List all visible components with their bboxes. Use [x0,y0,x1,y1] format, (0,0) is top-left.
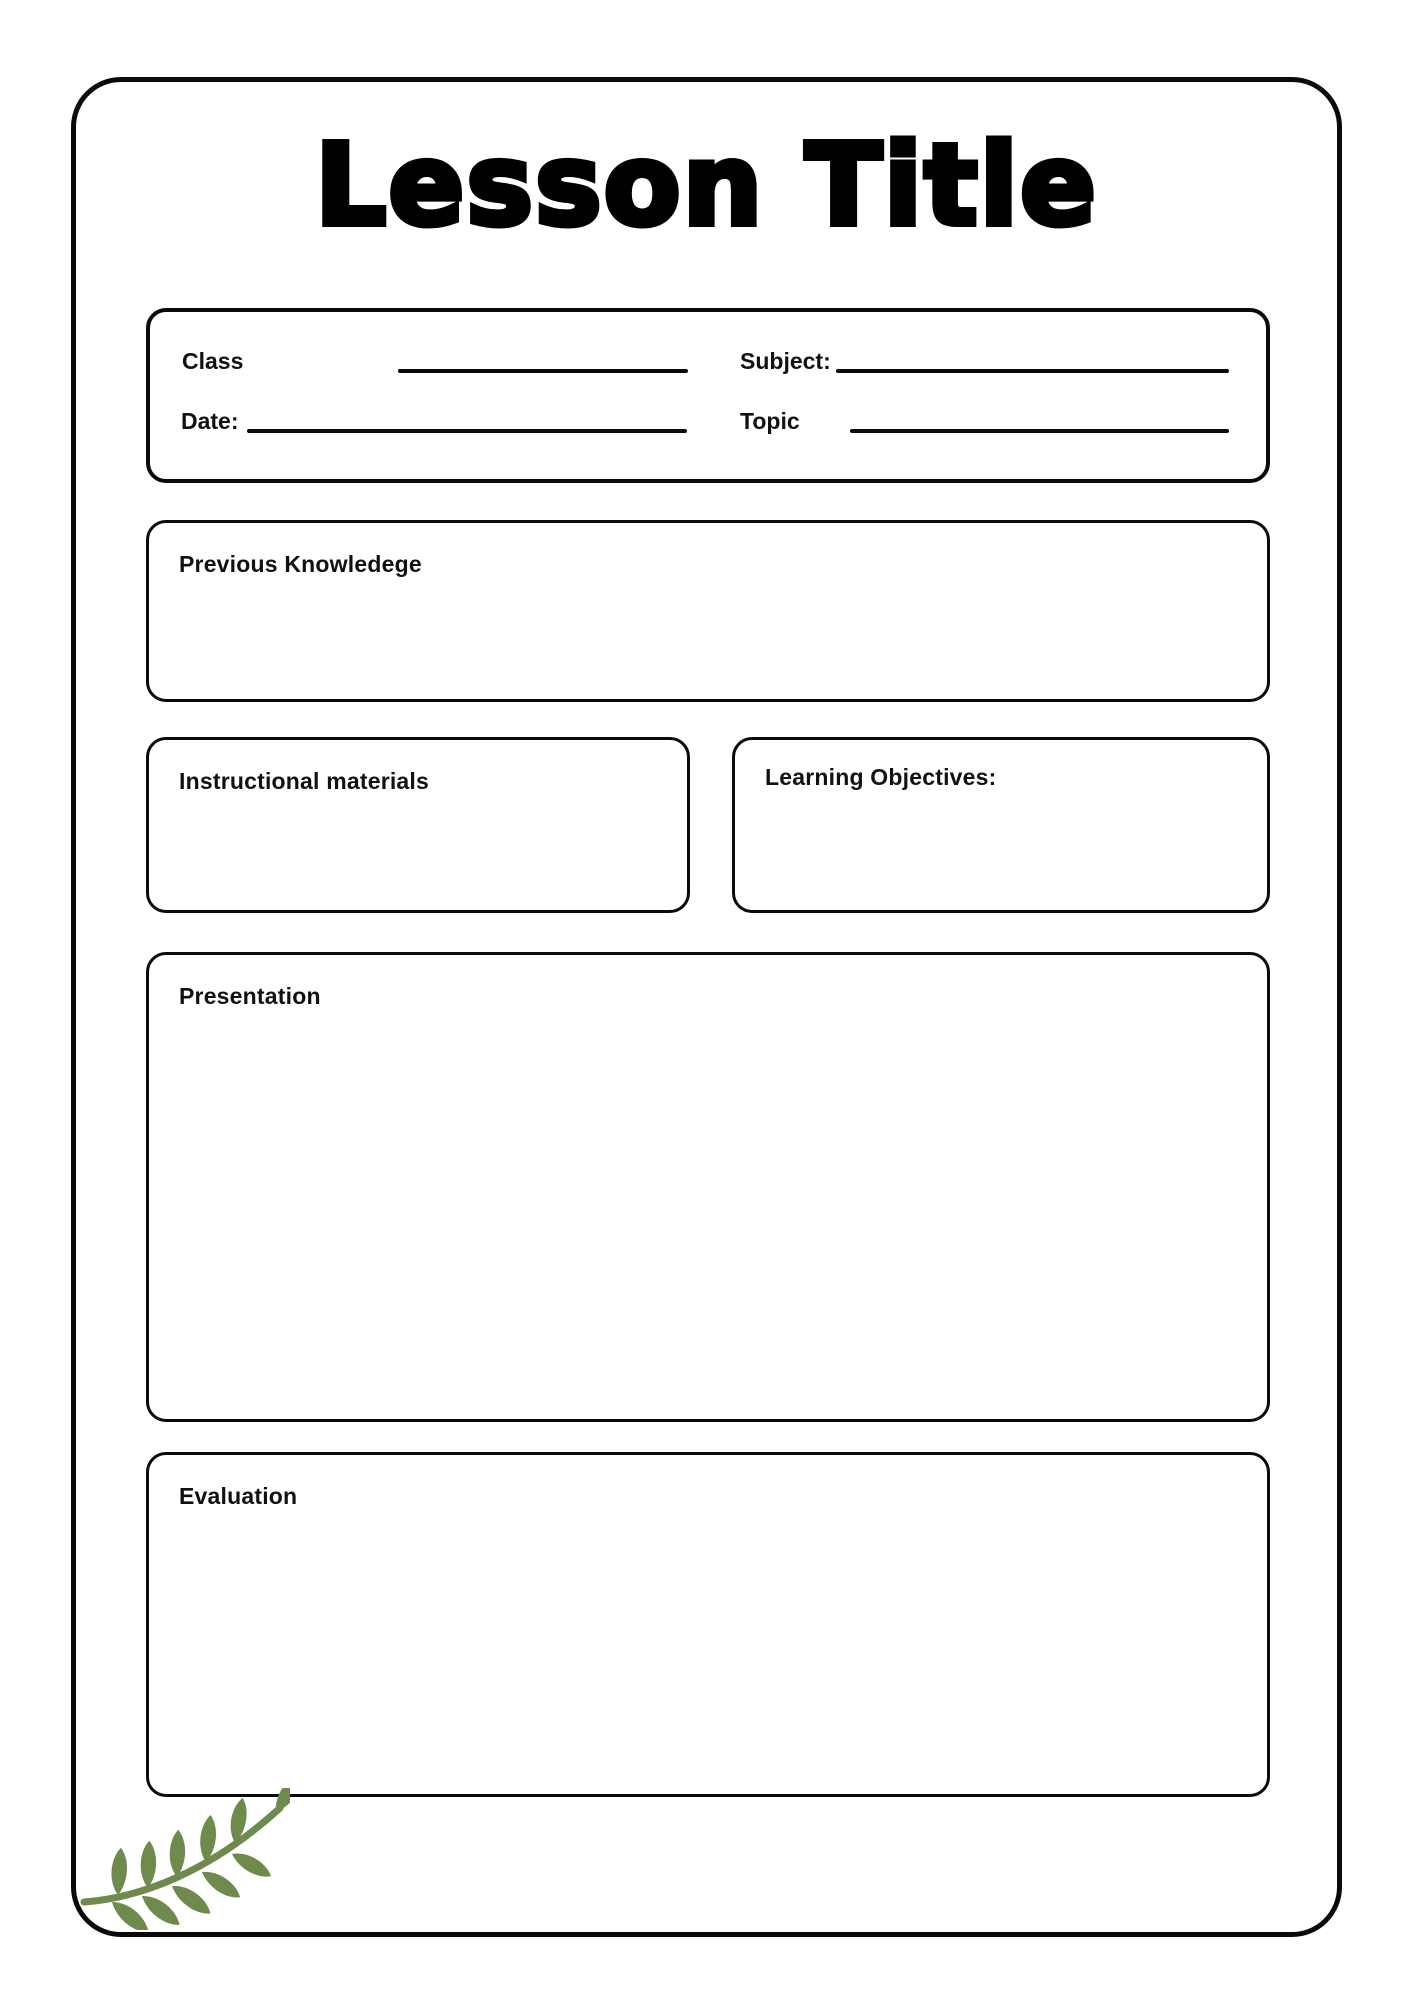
evaluation-box [146,1452,1270,1797]
presentation-write-area[interactable] [159,1019,1257,1409]
instructional-materials-label: Instructional materials [179,768,430,794]
previous-knowledge-label: Previous Knowledege [179,551,422,577]
leaf-branch-icon [78,1788,290,1930]
instructional-materials-box [146,737,690,913]
date-label: Date: [181,408,239,434]
presentation-label: Presentation [179,983,321,1009]
learning-objectives-write-area[interactable] [745,804,1257,900]
evaluation-label: Evaluation [179,1483,298,1509]
subject-fill-line[interactable] [836,369,1229,373]
learning-objectives-box [732,737,1270,913]
header-info-box [146,308,1270,483]
evaluation-write-area[interactable] [159,1519,1257,1784]
presentation-box [146,952,1270,1422]
page-title: Lesson Title [314,121,1098,251]
topic-fill-line[interactable] [850,429,1229,433]
learning-objectives-label: Learning Objectives: [765,764,997,790]
date-fill-line[interactable] [247,429,687,433]
subject-label: Subject: [740,348,831,374]
class-fill-line[interactable] [398,369,688,373]
instructional-materials-write-area[interactable] [159,804,677,900]
class-label: Class [182,348,244,374]
topic-label: Topic [740,408,800,434]
previous-knowledge-write-area[interactable] [159,587,1257,689]
previous-knowledge-box [146,520,1270,702]
